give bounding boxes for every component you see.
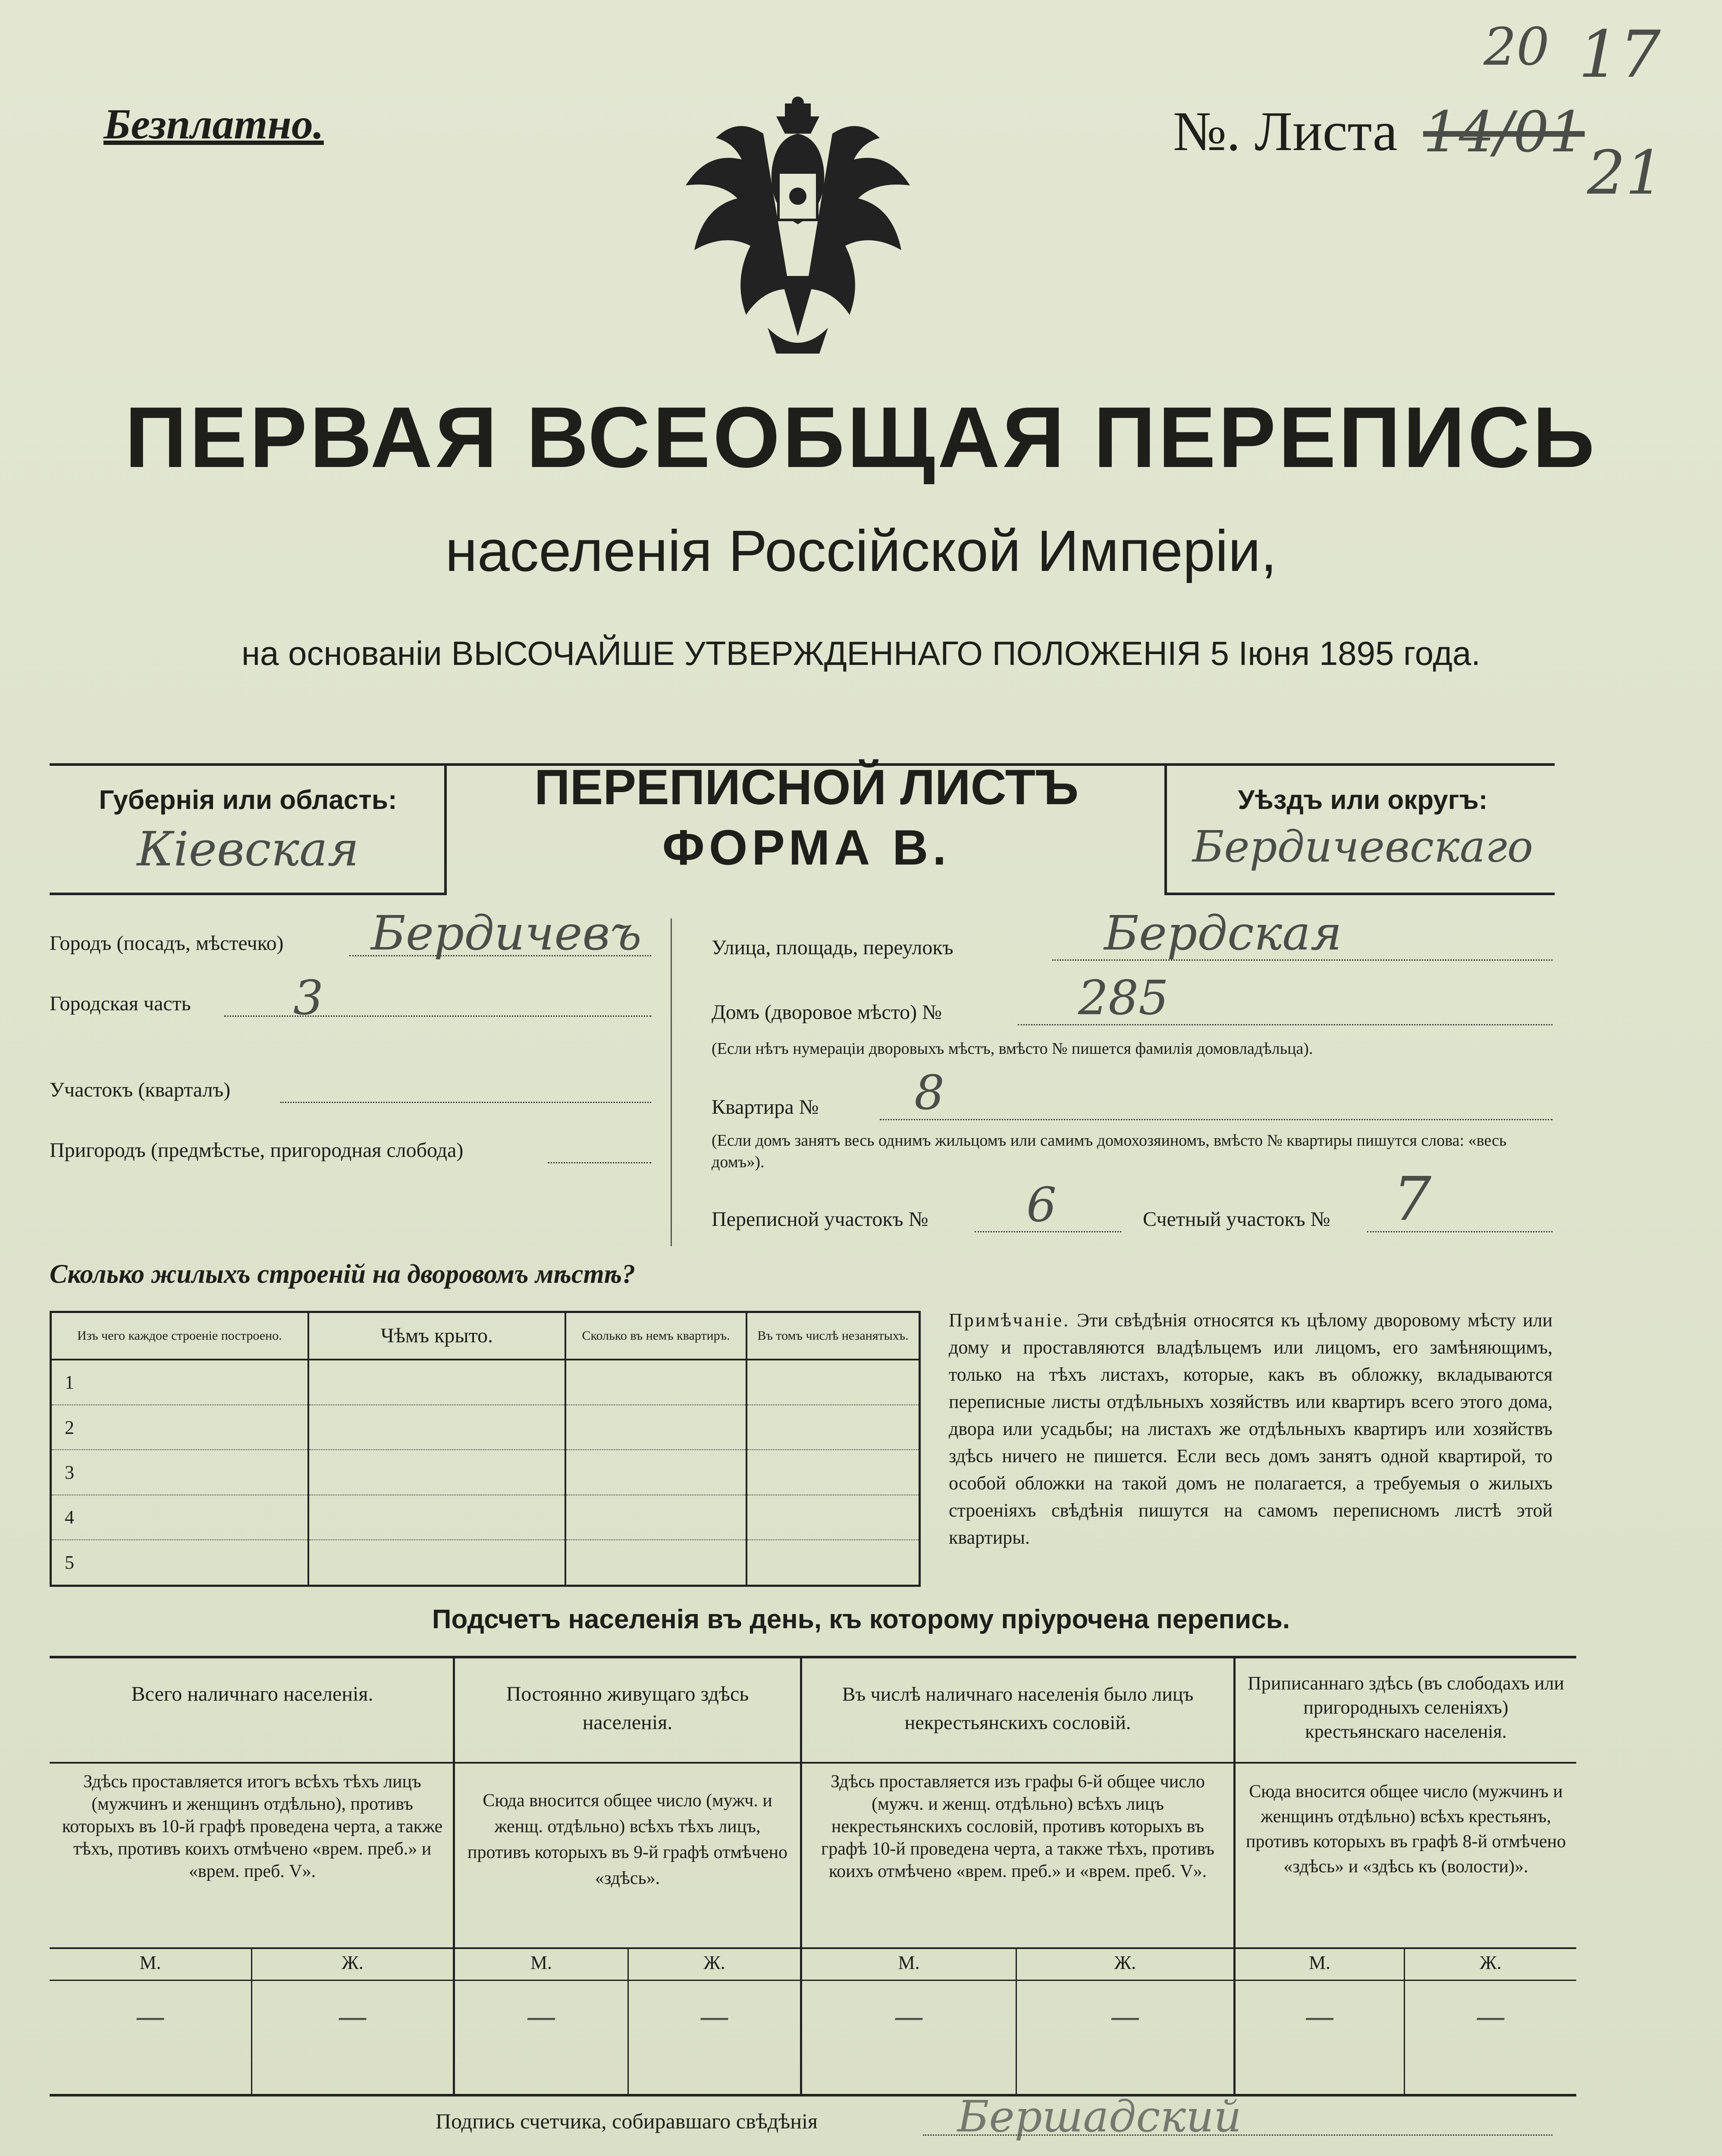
subtitle: населенія Россійской Имперіи, (445, 518, 1277, 583)
population-count-table (50, 1656, 1576, 2096)
population-col-nonpeasant-m-value: — (894, 1999, 924, 2034)
buildings-row: 3 (51, 1450, 308, 1495)
population-col-nonpeasant-f-value: — (1110, 1999, 1140, 2034)
street-value: Бердская (1104, 906, 1342, 961)
buildings-question: Сколько жилыхъ строеній на дворовомъ мѣстѣ? (50, 1260, 636, 1289)
population-col-peasant-desc: Сюда вносится общее число (мужчинъ и женщинъ отдѣльно) всѣхъ крестьянъ, противъ которыхъ въ графѣ 8-й отмѣчено «здѣсь» и «здѣсь къ (волости)». (1246, 1782, 1566, 1877)
suburb-label: Пригородъ (предмѣстье, пригородная слобода) (50, 1139, 464, 1162)
population-col-nonpeasant-head: Въ числѣ наличнаго населенія было лицъ некрестьянскихъ сословій. (842, 1683, 1194, 1733)
count-district-value: 7 (1393, 1164, 1432, 1235)
street-label: Улица, площадь, переулокъ (712, 936, 954, 959)
population-col-total-desc: Здѣсь проставляется итогъ всѣхъ тѣхъ лицъ (мужчинъ и женщинъ отдѣльно), противъ которыхъ въ 10-й графѣ проведена черта, а также тѣхъ, противъ коихъ отмѣчено «врем. преб.» и «врем. преб. V». (62, 1772, 443, 1881)
uezd-value: Бердичевскаго (1192, 821, 1534, 872)
buildings-note-text: Эти свѣдѣнія относятся къ цѣлому дворовому мѣсту или дому и проставляются владѣльцемъ или лицомъ, его замѣняющимъ, только на тѣхъ листахъ, которые, какъ въ обложку, вкладываются переписные листы отдѣльныхъ хозяйствъ или квартиръ всего этого дома, двора или усадьбы; на листахъ же отдѣльныхъ квартиръ или хозяйствъ здѣсь ничего не пишется. Если весь домъ занятъ одной квартирой, то особой обложки на такой домъ не полагается, а требуемыя о жилыхъ строеніяхъ свѣдѣнія пишутся на самомъ переписномъ листѣ этой квартиры. (949, 1310, 1553, 1548)
corner-mark-bottom: 21 (1587, 138, 1664, 208)
sheet-number-value: 14/01 (1423, 99, 1585, 165)
legal-basis: на основаніи ВЫСОЧАЙШЕ УТВЕРЖДЕННАГО ПОЛОЖЕНІЯ 5 Іюня 1895 года. (241, 634, 1480, 672)
population-col-total-f-value: — (337, 1999, 368, 2034)
population-col-peasant-m-label: М. (1308, 1952, 1331, 1973)
buildings-row: 5 (51, 1540, 308, 1586)
population-col-peasant-f-value: — (1475, 1999, 1506, 2034)
gubernia-value: Кіевская (137, 821, 359, 877)
buildings-header-roof: Чѣмъ крыто. (308, 1312, 565, 1360)
sheet-number-label: №. Листа (1173, 100, 1398, 163)
census-district-value: 6 (1026, 1177, 1057, 1232)
population-col-permanent-head: Постоянно живущаго здѣсь населенія. (506, 1683, 749, 1734)
house-note: (Если нѣтъ нумераціи дворовыхъ мѣстъ, вмѣсто № пишется фамилія домовладѣльца). (712, 1040, 1313, 1058)
population-col-permanent-m-value: — (526, 1999, 556, 2034)
population-col-permanent-f-value: — (699, 1999, 730, 2034)
population-col-peasant-f-label: Ж. (1480, 1952, 1502, 1973)
house-value: 285 (1078, 970, 1169, 1025)
district-label: Участокъ (кварталъ) (50, 1078, 231, 1101)
imperial-eagle-emblem (681, 95, 914, 362)
house-label: Домъ (дворовое мѣсто) № (712, 1001, 942, 1024)
apartment-value: 8 (914, 1065, 944, 1120)
apartment-note: (Если домъ занятъ весь однимъ жильцомъ или самимъ домохозяиномъ, вмѣсто № квартиры пишутся слова: «весь домъ»). (712, 1131, 1507, 1171)
population-col-total-m-value: — (135, 1999, 166, 2034)
population-col-permanent-desc: Сюда вносится общее число (мужч. и женщ. отдѣльно) всѣхъ тѣхъ лицъ, противъ которыхъ въ 9-й графѣ отмѣчено «здѣсь». (467, 1791, 787, 1888)
corner-mark-middle: 17 (1578, 17, 1661, 92)
buildings-table (50, 1311, 921, 1587)
corner-mark-top: 20 (1484, 17, 1549, 77)
buildings-note-title: Примѣчаніе. (949, 1310, 1070, 1331)
population-col-permanent-m-label: М. (530, 1952, 552, 1973)
buildings-header-apartments: Сколько въ немъ квартиръ. (565, 1312, 747, 1360)
signature-label: Подпись счетчика, собиравшаго свѣдѣнія (436, 2109, 818, 2133)
buildings-header-material: Изъ чего каждое строеніе построено. (51, 1312, 308, 1360)
city-value: Бердичевъ (371, 906, 642, 961)
population-col-peasant-head: Приписаннаго здѣсь (въ слободахъ или пригородныхъ селеніяхъ) крестьянскаго населенія. (1248, 1673, 1564, 1742)
sheet-title: ПЕРЕПИСНОЙ ЛИСТЪ (534, 760, 1079, 815)
population-col-permanent-f-label: Ж. (703, 1952, 725, 1973)
population-col-peasant-m-value: — (1305, 1999, 1335, 2034)
form-title: ФОРМА В. (662, 820, 951, 875)
population-col-total-head: Всего наличнаго населенія. (131, 1683, 373, 1705)
city-part-label: Городская часть (50, 992, 191, 1015)
population-count-title: Подсчетъ населенія въ день, къ которому пріурочена перепись. (432, 1604, 1290, 1634)
population-col-total-f-label: Ж. (342, 1952, 364, 1973)
uezd-label: Уѣздъ или округъ: (1238, 785, 1488, 815)
free-label: Безплатно. (104, 100, 324, 148)
count-district-label: Счетный участокъ № (1143, 1208, 1330, 1231)
population-col-total-m-label: М. (139, 1952, 161, 1973)
city-part-value: 3 (293, 970, 323, 1025)
buildings-note (949, 1307, 1553, 1551)
apartment-label: Квартира № (712, 1096, 819, 1119)
main-title: ПЕРВАЯ ВСЕОБЩАЯ ПЕРЕПИСЬ (125, 389, 1597, 486)
buildings-header-vacant: Въ томъ числѣ незанятыхъ. (747, 1312, 920, 1360)
buildings-row: 4 (51, 1495, 308, 1540)
population-col-nonpeasant-desc: Здѣсь проставляется изъ графы 6-й общее число (мужч. и женщ. отдѣльно) всѣхъ лицъ некрестьянскихъ сословій, противъ которыхъ въ графѣ 10-й проведена черта, а также тѣхъ, противъ коихъ отмѣчено «врем. преб.» и «врем. преб. V». (821, 1772, 1215, 1881)
gubernia-label: Губернія или область: (99, 785, 397, 815)
population-col-nonpeasant-m-label: М. (898, 1952, 920, 1973)
buildings-row: 1 (51, 1360, 308, 1405)
signature-value: Бершадский (957, 2091, 1242, 2142)
buildings-row: 2 (51, 1405, 308, 1450)
census-district-label: Переписной участокъ № (712, 1208, 928, 1231)
population-col-nonpeasant-f-label: Ж. (1114, 1952, 1136, 1973)
city-label: Городъ (посадъ, мѣстечко) (50, 932, 284, 955)
